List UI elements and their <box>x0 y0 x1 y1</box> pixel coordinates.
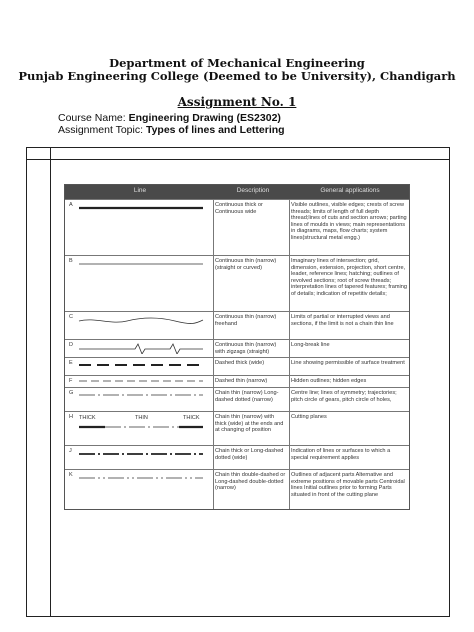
line-sample-zigzag <box>75 342 205 354</box>
row-description: Continuous thick or Continuous wide <box>215 202 263 215</box>
row-applications: Indication of lines or surfaces to which a special requirement applies <box>291 448 391 461</box>
table-row <box>65 339 409 358</box>
row-letter: D <box>69 342 73 348</box>
row-letter: H <box>69 414 73 420</box>
row-applications: Centre line; lines of symmetry; trajectories; pitch circle of gears, pitch circle of holes, <box>291 390 397 403</box>
row-letter: G <box>69 390 74 396</box>
line-sample-double-dashed <box>75 474 205 482</box>
course-name-label: Course Name: <box>58 112 126 124</box>
row-letter: K <box>69 472 73 478</box>
frame-divider-horizontal <box>27 159 449 160</box>
row-applications: Limits of partial or interrupted views and sections, if the limit is not a chain thin line <box>291 314 394 327</box>
line-sample-chain-thin <box>75 391 205 399</box>
table-row <box>65 387 409 412</box>
row-applications: Outlines of adjacent parts Alternative and extreme positions of movable parts Centroidal lines Initial outlines prior to forming Parts situated in front of the cutting plane <box>291 472 405 498</box>
table-header <box>65 185 409 199</box>
table-row <box>65 311 409 340</box>
row-letter: A <box>69 202 73 208</box>
line-sample-freehand <box>75 315 205 327</box>
row-description: Continuous thin (narrow) with zigzags (straight) <box>215 342 277 355</box>
row-description: Continuous thin (narrow) freehand <box>215 314 277 327</box>
line-sample-dashed-thick <box>75 361 205 369</box>
row-applications: Imaginary lines of intersection; grid, dimension, extension, projection, short centre, leader, reference lines; hatching; outlines of revolved sections; root of screw threads; interpretation lines of tapered features; framing of details; indication of repetitiv details; <box>291 258 407 297</box>
row-letter: B <box>69 258 73 264</box>
col-header-applications: General applications <box>320 187 380 194</box>
table-row <box>65 199 409 256</box>
thin-label: THIN <box>135 415 148 421</box>
line-sample-dashed-thin <box>75 377 205 385</box>
row-letter: C <box>69 314 73 320</box>
row-letter: J <box>69 448 72 454</box>
col-header-line: Line <box>133 187 147 194</box>
line-sample-continuous-thick <box>75 204 205 212</box>
college-heading: Punjab Engineering College (Deemed to be University), Chandigarh <box>18 69 456 83</box>
row-applications: Hidden outlines; hidden edges <box>291 378 367 384</box>
assignment-topic-label: Assignment Topic: <box>58 124 144 136</box>
line-sample-cutting-plane <box>75 423 205 431</box>
row-description: Chain thin (narrow) Long-dashed dotted (narrow) <box>215 390 279 403</box>
row-applications: Visible outlines, visible edges; crests of screw threads; limits of length of full depth thread;lines of cuts and section arrows; parting lines of moulds in views; main representations in diagrams, maps, flow charts; system lines(structural metal engg.) <box>291 202 407 241</box>
row-applications: Long-break line <box>291 342 330 348</box>
column-divider-2 <box>289 199 290 509</box>
course-name-line <box>58 112 281 124</box>
table-row <box>65 255 409 312</box>
row-description: Dashed thick (wide) <box>215 360 265 366</box>
table-row <box>65 445 409 470</box>
assignment-topic-line <box>58 124 285 136</box>
line-types-table <box>64 184 410 510</box>
thick-label-right: THICK <box>183 415 200 421</box>
course-name-value: Engineering Drawing (ES2302) <box>128 112 281 124</box>
line-sample-chain-thick <box>75 450 205 458</box>
row-description: Chain thin double-dashed or Long-dashed double-dotted (narrow) <box>215 472 286 492</box>
line-sample-continuous-thin <box>75 260 205 268</box>
row-description: Dashed thin (narrow) <box>215 378 268 384</box>
thick-label-left: THICK <box>79 415 96 421</box>
row-letter: E <box>69 360 73 366</box>
row-description: Chain thin (narrow) with thick (wide) at the ends and at changing of position <box>215 414 284 434</box>
assignment-topic-value: Types of lines and Lettering <box>145 124 285 136</box>
row-applications: Line showing permissible of surface treatment <box>291 360 405 366</box>
department-heading: Department of Mechanical Engineering <box>109 56 365 70</box>
frame-divider-vertical <box>50 148 51 616</box>
table-row <box>65 469 409 510</box>
table-row <box>65 411 409 446</box>
row-applications: Cutting planes <box>291 414 327 420</box>
column-divider-1 <box>213 199 214 509</box>
row-letter: F <box>69 378 73 384</box>
assignment-title: Assignment No. 1 <box>177 95 297 109</box>
table-row <box>65 357 409 376</box>
col-header-description: Description <box>236 187 270 194</box>
row-description: Continuous thin (narrow) (straight or curved) <box>215 258 277 271</box>
row-description: Chain thick or Long-dashed dotted (wide) <box>215 448 284 461</box>
